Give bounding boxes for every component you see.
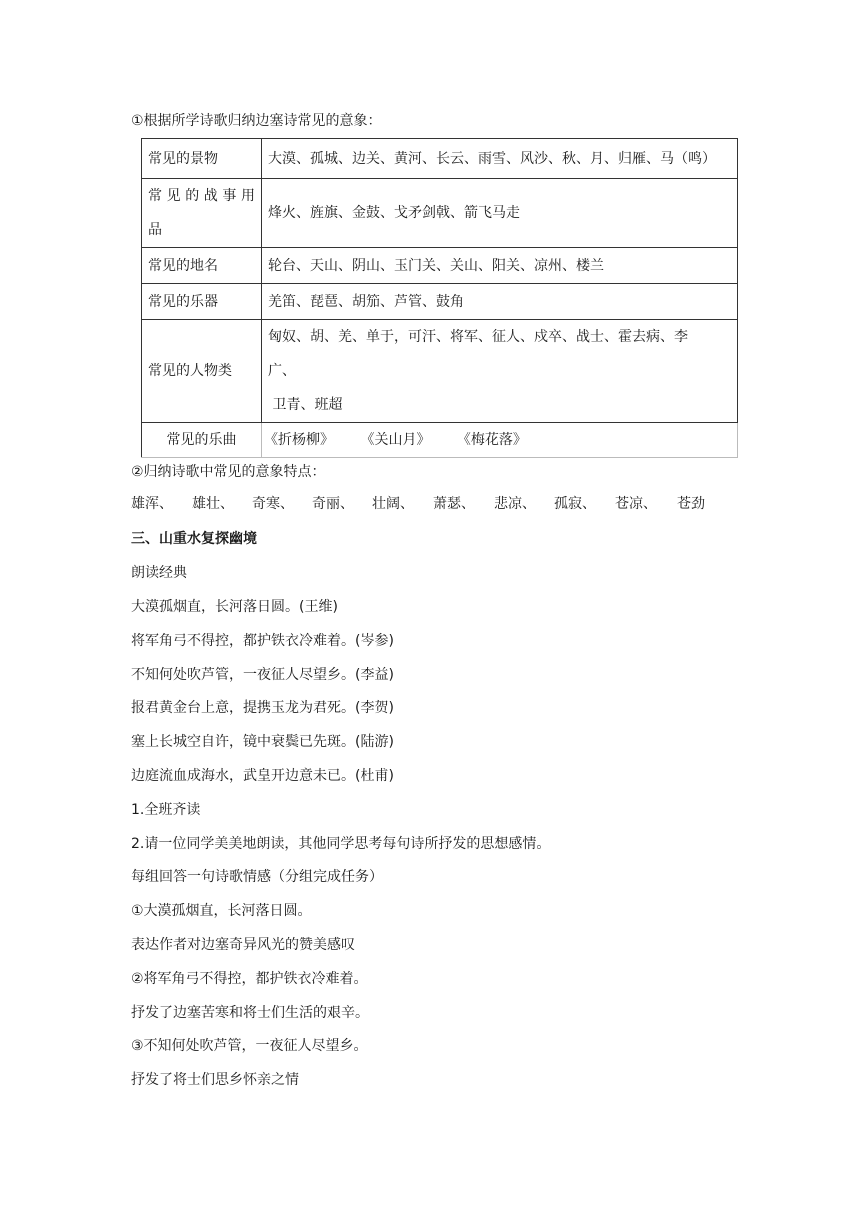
table-row (142, 284, 738, 320)
category-cell (142, 179, 262, 248)
items-cell (262, 423, 738, 458)
intro-features: ②归纳诗歌中常见的意象特点： (131, 464, 326, 480)
category-cell: 常见的乐曲 (142, 423, 262, 458)
poem-line: 边庭流血成海水，武皇开边意未已。(杜甫) (131, 768, 394, 784)
items-line: 卫青、班超 (268, 397, 343, 413)
feature-word: 壮阔、 (372, 496, 414, 512)
text-line: 1.全班齐读 (131, 802, 201, 818)
feature-word: 悲凉、 (494, 496, 536, 512)
text-line: ①大漠孤烟直，长河落日圆。 (131, 903, 312, 919)
intro-imagery: ①根据所学诗歌归纳边塞诗常见的意象： (131, 113, 382, 129)
text-line: 抒发了将士们思乡怀亲之情 (131, 1072, 299, 1088)
items-line: 匈奴、胡、羌、单于，可汗、将军、征人、戍卒、战士、霍去病、李 (268, 329, 688, 345)
items-line: 广、 (268, 363, 296, 379)
category-line: 品 (148, 222, 162, 238)
table-row (142, 139, 738, 179)
feature-word: 苍凉、 (615, 496, 657, 512)
text-line: ②将军角弓不得控，都护铁衣冷难着。 (131, 971, 368, 987)
feature-word: 苍劲 (677, 496, 705, 512)
category-cell: 常见的景物 (142, 139, 262, 179)
table-row (142, 320, 738, 423)
category-cell: 常见的地名 (142, 248, 262, 284)
table-row (142, 179, 738, 248)
feature-word: 奇丽、 (312, 496, 354, 512)
poem-line: 不知何处吹芦管，一夜征人尽望乡。(李益) (131, 667, 394, 683)
feature-word: 孤寂、 (554, 496, 596, 512)
category-line: 常见的战事用 (148, 188, 255, 204)
section-title: 三、山重水复探幽境 (131, 531, 257, 547)
feature-word: 雄壮、 (192, 496, 234, 512)
imagery-table (141, 138, 738, 458)
feature-word: 雄浑、 (131, 496, 173, 512)
items-cell: 烽火、旌旗、金鼓、戈矛剑戟、箭飞马走 (262, 179, 738, 248)
text-line: 每组回答一句诗歌情感（分组完成任务） (131, 869, 383, 885)
text-line: 朗读经典 (131, 565, 187, 581)
poem-line: 塞上长城空自许，镜中衰鬓已先斑。(陆游) (131, 734, 394, 750)
category-cell: 常见的乐器 (142, 284, 262, 320)
text-line: 2.请一位同学美美地朗读，其他同学思考每句诗所抒发的思想感情。 (131, 836, 551, 852)
song-title: 《梅花落》 (456, 432, 527, 448)
poem-line: 将军角弓不得控，都护铁衣冷难着。(岑参) (131, 633, 394, 649)
category-cell: 常见的人物类 (142, 320, 262, 423)
items-cell: 轮台、天山、阴山、玉门关、关山、阳关、凉州、楼兰 (262, 248, 738, 284)
poem-line: 报君黄金台上意，提携玉龙为君死。(李贺) (131, 700, 394, 716)
song-title: 《折杨柳》 (264, 432, 334, 448)
poem-line: 大漠孤烟直，长河落日圆。(王维) (131, 599, 338, 615)
items-cell: 大漠、孤城、边关、黄河、长云、雨雪、风沙、秋、月、归雁、马（鸣） (262, 139, 738, 179)
items-cell (262, 320, 738, 423)
feature-word: 奇寒、 (252, 496, 294, 512)
feature-word: 萧瑟、 (433, 496, 475, 512)
text-line: ③不知何处吹芦管，一夜征人尽望乡。 (131, 1038, 368, 1054)
table-row (142, 248, 738, 284)
text-line: 表达作者对边塞奇异风光的赞美感叹 (131, 937, 355, 953)
items-cell: 羌笛、琵琶、胡笳、芦管、鼓角 (262, 284, 738, 320)
text-line: 抒发了边塞苦寒和将士们生活的艰辛。 (131, 1005, 369, 1021)
song-title: 《关山月》 (360, 432, 431, 448)
table-row (142, 423, 738, 458)
